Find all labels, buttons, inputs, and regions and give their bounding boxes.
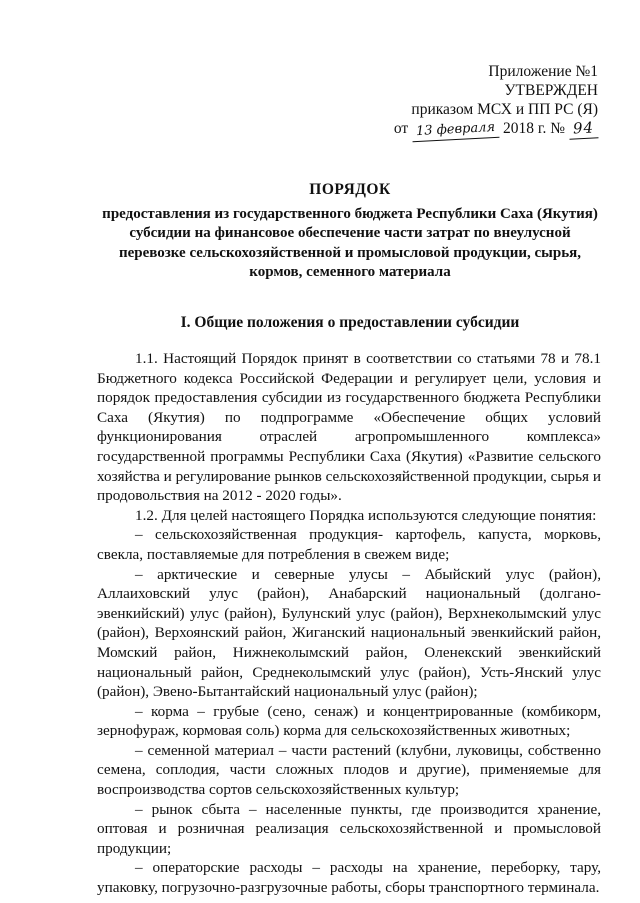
subtitle-line: субсидии на финансовое обеспечение части затрат по внеулусной <box>129 225 571 241</box>
appendix-label: Приложение №1 <box>488 63 598 80</box>
document-title: ПОРЯДОК <box>309 181 391 198</box>
subtitle-line: кормов, семенного материала <box>249 264 451 280</box>
paragraph-1-1: 1.1. Настоящий Порядок принят в соответствии со статьями 78 и 78.1 Бюджетного кодекса Российской Федерации и регулирует цели, условия и порядок предоставления субсидии из государственного бюджета Республики Саха (Якутия) по подпрограмме «Обеспечение общих условий функционирования отраслей агропромышленного комплекса» государственной программы Республики Саха (Якутия) «Развитие сельского хозяйства и регулирование рынков сельскохозяйственной продукции, сырья и продовольствия на 2012 - 2020 годы». <box>97 350 601 505</box>
date-prefix: от <box>393 120 409 137</box>
section-heading: I. Общие положения о предоставлении субсидии <box>180 314 520 331</box>
subtitle-line: предоставления из государственного бюджета Республики Саха (Якутия) <box>102 205 598 222</box>
document-title-block <box>90 180 610 283</box>
definition-item: – рынок сбыта – населенные пункты, где производится хранение, оптовая и розничная реализация сельскохозяйственной и промысловой продукции; <box>97 800 601 857</box>
handwritten-number: 94 <box>568 118 598 139</box>
subtitle-line: перевозке сельскохозяйственной и промысловой продукции, сырья, <box>118 244 582 261</box>
order-by-label: приказом МСХ и ПП РС (Я) <box>411 101 598 118</box>
handwritten-date: 13 февраля <box>412 118 500 143</box>
definition-item: – сельскохозяйственная продукция- картофель, капуста, морковь, свекла, поставляемые для потребления в свежем виде; <box>97 526 601 563</box>
definition-item: – корма – грубые (сено, сенаж) и концентрированные (комбикорм, зернофураж, кормовая соль) корма для сельскохозяйственных животных; <box>97 702 601 740</box>
definition-item: – семенной материал – части растений (клубни, луковицы, собственно семена, соплодия, части сложных плодов и другие), применяемые для воспроизводства сортов сельскохозяйственных культур; <box>97 741 601 799</box>
body-text <box>97 349 601 898</box>
paragraph-1-2: 1.2. Для целей настоящего Порядка используются следующие понятия: <box>135 506 597 524</box>
date-suffix: 2018 г. № <box>503 120 566 137</box>
approval-header <box>394 62 598 140</box>
date-line <box>394 119 598 140</box>
definition-item: – операторские расходы – расходы на хранение, переборку, тару, упаковку, погрузочно-разгрузочные работы, сборы транспортного терминала. <box>97 859 601 897</box>
approved-label: УТВЕРЖДЕН <box>504 82 598 99</box>
definition-item: – арктические и северные улусы – Абыйский улус (район), Аллаиховский улус (район), Анабарский национальный (долгано-эвенкийский) улус (район), Булунский улус (район), Верхнеколымский улус (район), Верхоянский район, Жиганский национальный эвенкийский район, Момский район, Нижнеколымский район, Оленекский эвенкийский национальный район, Среднеколымский улус (район), Усть-Янский улус (район), Эвено-Бытантайский национальный улус (район); <box>97 565 601 701</box>
